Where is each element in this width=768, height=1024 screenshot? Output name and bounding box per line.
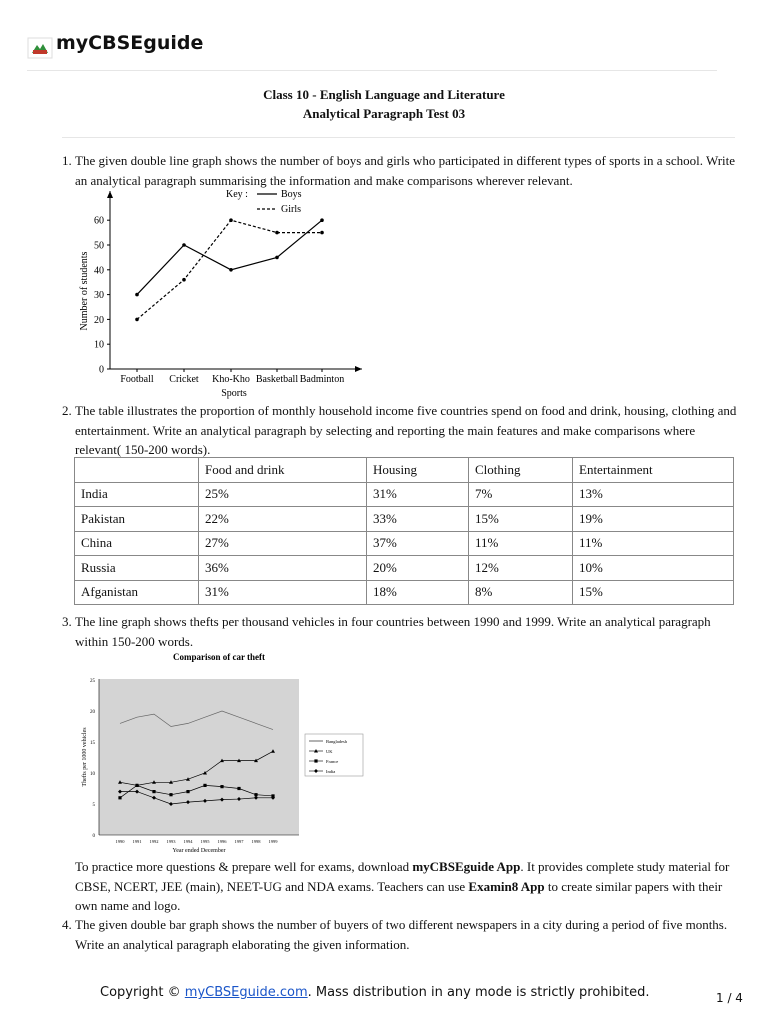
- income-table: [74, 457, 734, 605]
- table-cell: 11%: [573, 531, 734, 556]
- legend-label-france: France: [326, 758, 339, 764]
- y-tick-label: 10: [90, 772, 95, 777]
- data-point-france: [237, 787, 240, 790]
- table-row: [75, 580, 734, 605]
- table-cell: 31%: [367, 482, 469, 507]
- data-point-boys: [320, 218, 324, 222]
- table-cell: China: [75, 531, 199, 556]
- data-point-boys: [229, 268, 233, 272]
- plot-area: [99, 679, 299, 835]
- x-tick-label: Kho-Kho: [212, 374, 250, 385]
- x-tick-label: Cricket: [169, 374, 199, 385]
- table-row: [75, 556, 734, 581]
- table-cell: 33%: [367, 507, 469, 532]
- table-cell: Russia: [75, 556, 199, 581]
- footer-post: . Mass distribution in any mode is strictly prohibited.: [307, 985, 650, 1000]
- table-cell: 10%: [573, 556, 734, 581]
- data-point-girls: [135, 318, 139, 322]
- x-tick-label: 1995: [200, 839, 210, 844]
- table-cell: 27%: [199, 531, 367, 556]
- data-point-boys: [275, 256, 279, 260]
- table-header-row: [75, 458, 734, 483]
- x-tick-label: Football: [120, 374, 154, 385]
- promo-text-1: To practice more questions & prepare well for exams, download: [75, 859, 413, 874]
- table-row: [75, 531, 734, 556]
- y-tick-label: 25: [90, 679, 95, 684]
- x-tick-label: 1996: [217, 839, 227, 844]
- doc-subtitle: Analytical Paragraph Test 03: [302, 106, 466, 121]
- table-header-cell: Clothing: [469, 458, 573, 483]
- legend-boys-label: Boys: [281, 189, 302, 200]
- y-tick-label: 10: [94, 339, 104, 351]
- brand-name: myCBSEguide: [56, 32, 204, 54]
- x-tick-label: 1998: [251, 839, 261, 844]
- y-tick-label: 40: [94, 265, 104, 277]
- x-tick-label: 1994: [183, 839, 193, 844]
- y-axis-arrow: [107, 191, 113, 198]
- table-cell: 25%: [199, 482, 367, 507]
- data-point-france: [135, 784, 138, 787]
- table-cell: 22%: [199, 507, 367, 532]
- data-point-france: [186, 790, 189, 793]
- data-point-boys: [135, 293, 139, 297]
- question-text: The line graph shows thefts per thousand vehicles in four countries between 1990 and 1999. Write an analytical paragraph within 150-200 words.: [75, 614, 711, 649]
- data-point-france: [152, 790, 155, 793]
- app-name-2: Examin8 App: [468, 878, 545, 894]
- table-cell: 15%: [469, 507, 573, 532]
- y-tick-label: 20: [94, 314, 104, 326]
- data-point-girls: [182, 278, 186, 282]
- y-tick-label: 0: [99, 364, 104, 376]
- y-tick-label: 50: [94, 240, 104, 252]
- footer-copyright: [100, 985, 649, 1000]
- data-point-boys: [182, 243, 186, 247]
- table-cell: Afganistan: [75, 580, 199, 605]
- y-tick-label: 30: [94, 290, 104, 302]
- x-axis-label: Sports: [221, 388, 247, 399]
- promo-text-3: to create similar papers with their own name and logo.: [75, 878, 723, 913]
- app-name: myCBSEguide App: [412, 859, 521, 874]
- data-point-girls: [229, 218, 233, 222]
- table-cell: 19%: [573, 507, 734, 532]
- y-axis-label: Number of students: [79, 251, 90, 331]
- table-cell: 37%: [367, 531, 469, 556]
- y-tick-label: 20: [90, 710, 95, 715]
- question-number: 3.: [62, 614, 72, 629]
- table-cell: 36%: [199, 556, 367, 581]
- table-cell: 13%: [573, 482, 734, 507]
- car-theft-line-chart: [74, 650, 374, 855]
- x-axis-arrow: [355, 366, 362, 372]
- table-cell: 15%: [573, 580, 734, 605]
- data-point-france: [169, 793, 172, 796]
- chart-title: Comparison of car theft: [172, 652, 266, 662]
- table-cell: 11%: [469, 531, 573, 556]
- x-tick-label: 1993: [166, 839, 176, 844]
- y-tick-label: 15: [90, 741, 95, 746]
- brand-logo-icon: [27, 37, 53, 59]
- table-header-cell: Entertainment: [573, 458, 734, 483]
- legend-girls-label: Girls: [281, 204, 301, 215]
- table-cell: 8%: [469, 580, 573, 605]
- table-row: [75, 507, 734, 532]
- question-text: The given double bar graph shows the number of buyers of two different newspapers in a city during a period of five months. Write an analytical paragraph elaborating the given information.: [75, 917, 728, 952]
- footer-link[interactable]: myCBSEguide.com: [184, 985, 308, 1000]
- question-number: 4.: [62, 917, 72, 932]
- title-divider: [62, 137, 735, 138]
- x-tick-label: Badminton: [299, 374, 345, 385]
- y-axis-label: Thefts per 1000 vehicles: [82, 727, 88, 787]
- promo-text-2: . It provides complete study material for CBSE, NCERT, JEE (main), NEET-UG and NDA exams. Teachers can use: [75, 859, 730, 894]
- question-text: The given double line graph shows the number of boys and girls who participated in different types of sports in a school. Write an analytical paragraph summarising the information and make comparisons wherever relevant.: [75, 153, 736, 188]
- table-header-cell: Food and drink: [199, 458, 367, 483]
- table-cell: 12%: [469, 556, 573, 581]
- x-tick-label: Basketball: [255, 374, 299, 385]
- x-axis-label: Year ended December: [172, 848, 226, 854]
- doc-title: Class 10 - English Language and Literature: [263, 87, 505, 102]
- data-point-france: [118, 796, 121, 799]
- data-point-girls: [320, 231, 324, 235]
- table-header-cell: Housing: [367, 458, 469, 483]
- table-header-cell: [75, 458, 199, 483]
- y-tick-label: 0: [92, 834, 95, 839]
- data-point-france: [203, 784, 206, 787]
- series-line-boys: [137, 220, 322, 294]
- data-point-france: [220, 785, 223, 788]
- sports-line-chart: [74, 186, 374, 401]
- table-cell: India: [75, 482, 199, 507]
- question-number: 2.: [62, 403, 72, 418]
- x-tick-label: 1990: [115, 839, 125, 844]
- y-tick-label: 5: [92, 803, 95, 808]
- legend-label-india: India: [326, 768, 336, 774]
- table-cell: 18%: [367, 580, 469, 605]
- header-divider: [27, 70, 717, 71]
- footer-pre: Copyright ©: [100, 985, 185, 1000]
- x-tick-label: 1991: [132, 839, 142, 844]
- x-tick-label: 1999: [268, 839, 278, 844]
- y-tick-label: 60: [94, 215, 104, 227]
- table-cell: 20%: [367, 556, 469, 581]
- question-text: The table illustrates the proportion of monthly household income five countries spend on food and drink, housing, clothing and entertainment. Write an analytical paragraph by selecting and reporting the main features and make comparisons where relevant( 150-200 words).: [75, 403, 737, 457]
- table-cell: 31%: [199, 580, 367, 605]
- question-number: 1.: [62, 153, 72, 168]
- page-number: 1 / 4: [716, 991, 743, 1005]
- x-tick-label: 1992: [149, 839, 159, 844]
- table-cell: 7%: [469, 482, 573, 507]
- data-point-girls: [275, 231, 279, 235]
- legend-label-uk: UK: [326, 748, 333, 754]
- legend-label-bangladesh: Bangladesh: [326, 738, 347, 744]
- legend-key-label: Key :: [226, 189, 248, 200]
- x-tick-label: 1997: [234, 839, 244, 844]
- table-cell: Pakistan: [75, 507, 199, 532]
- legend-marker-france: [314, 759, 317, 762]
- table-row: [75, 482, 734, 507]
